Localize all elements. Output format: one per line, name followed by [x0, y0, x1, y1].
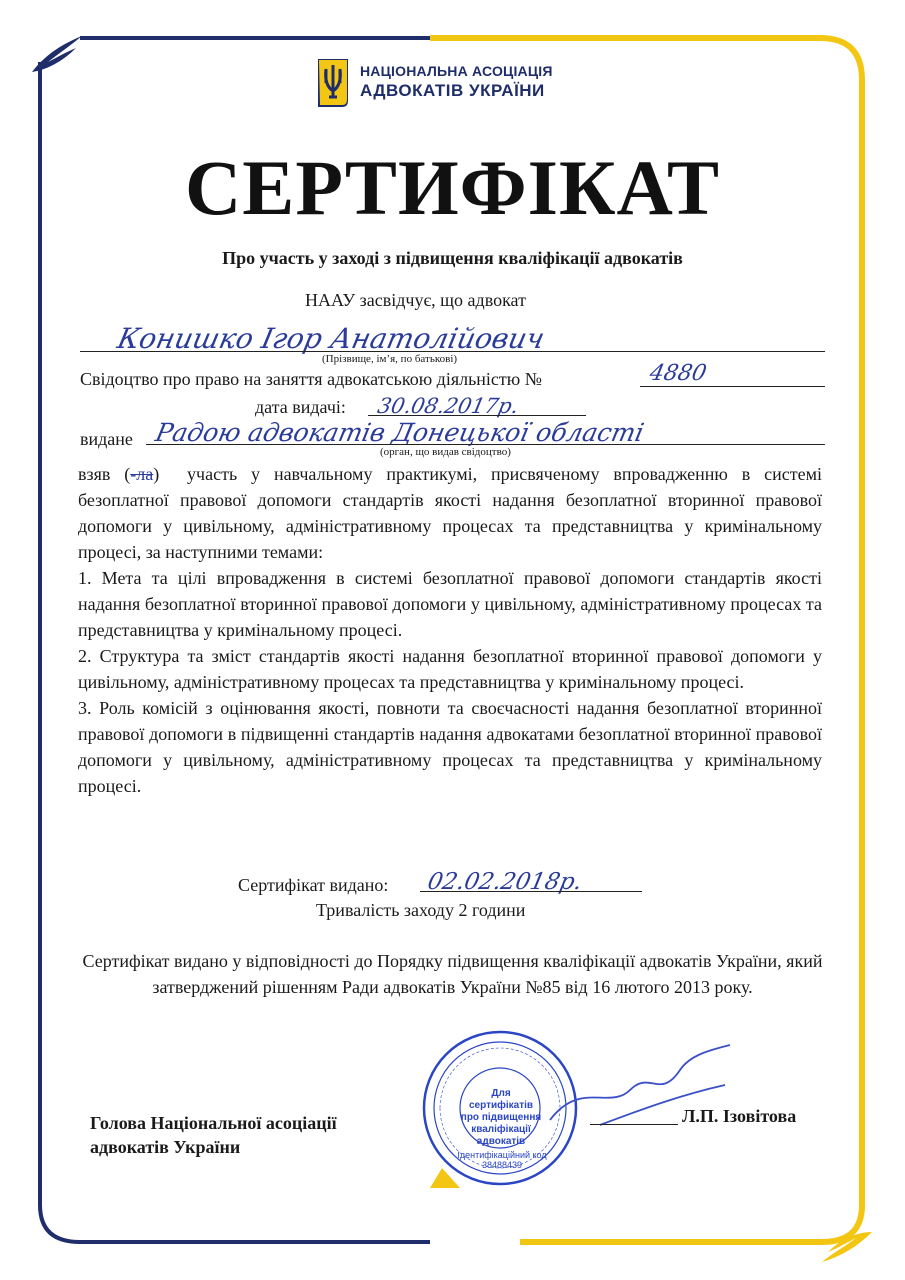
trident-logo-icon: [316, 57, 350, 109]
certifies-text: НААУ засвідчує, що адвокат: [305, 290, 526, 310]
cert-issued-label: Сертифікат видано:: [238, 875, 389, 895]
took-prefix: взяв (: [78, 464, 131, 484]
org-line-2: АДВОКАТІВ УКРАЇНИ: [360, 81, 545, 100]
license-number: 4880: [647, 361, 709, 386]
intro-paragraph: [78, 461, 822, 565]
signatory-name: Л.П. Ізовітова: [682, 1106, 797, 1126]
stamp-line-1: Для: [491, 1088, 511, 1099]
org-line-1: НАЦІОНАЛЬНА АСОЦІАЦІЯ: [360, 63, 553, 79]
issued-by-caption: (орган, що видав свідоцтво): [380, 446, 511, 458]
regulation-note: Сертифікат видано у відповідності до Порядку підвищення кваліфікації адвокатів України, який затверджений рішенням Ради адвокатів України №85 від 16 лютого 2013 року.: [82, 951, 823, 997]
signature-line: [590, 1124, 678, 1125]
certificate-title: СЕРТИФІКАТ: [184, 144, 721, 231]
name-caption: (Прізвище, ім’я, по батькові): [322, 353, 458, 365]
intro-text: участь у навчальному практикумі, присвяченому впровадженню в системі безоплатної правової допомоги стандартів якості надання безоплатної вторинної правової допомоги у цивільному, адміністративному процесах та представництва у кримінальному процесі, за наступними темами:: [78, 464, 822, 562]
certificate-body: [78, 461, 822, 799]
took-suffix: ): [153, 464, 160, 484]
lawyer-name: Конишко Ігор Анатолійович: [114, 322, 548, 355]
license-label: Свідоцтво про право на заняття адвокатською діяльністю №: [80, 369, 542, 389]
took-struck: -ла: [130, 464, 154, 484]
cert-issued-value: 02.02.2018р.: [425, 869, 585, 895]
duration-text: Тривалість заходу 2 години: [316, 900, 526, 920]
issued-by-value: Радою адвокатів Донецької області: [152, 418, 647, 447]
issue-date-value: 30.08.2017р.: [375, 394, 521, 418]
issue-date-label: дата видачі:: [255, 397, 346, 417]
issued-by-underline: [146, 444, 825, 445]
signatory-title-line-1: Голова Національної асоціації: [90, 1113, 337, 1133]
quill-icon: [32, 36, 82, 72]
stamp-code: Ідентифікаційний код 38488439: [457, 1150, 547, 1170]
stamp-center-text: [458, 1088, 544, 1148]
stamp-line-4: кваліфікації: [471, 1124, 531, 1135]
certificate-subtitle: Про участь у заході з підвищення кваліфікації адвокатів: [222, 248, 683, 268]
organization-name: [360, 62, 553, 100]
cert-issued-underline: [420, 891, 642, 892]
license-underline: [640, 386, 825, 387]
topic-3: 3. Роль комісій з оцінювання якості, повноти та своєчасності надання безоплатної вторинної правової допомоги в підвищенні стандартів надання адвокатами безоплатної вторинної правової допомоги у цивільному, адміністративному процесах та представництва у кримінальному процесі.: [78, 698, 822, 796]
signatory-title-line-2: адвокатів України: [90, 1137, 241, 1157]
stamp-line-3: про підвищення: [460, 1112, 542, 1123]
stamp-line-5: адвокатів: [476, 1136, 526, 1147]
issue-date-underline: [368, 415, 586, 416]
name-underline: [80, 351, 825, 352]
topic-2: 2. Структура та зміст стандартів якості надання безоплатної вторинної правової допомоги у цивільному, адміністративному процесах та представництва у кримінальному процесі.: [78, 646, 822, 692]
signatory-title: [90, 1111, 337, 1159]
stamp-line-2: сертифікатів: [468, 1100, 534, 1111]
issued-by-label: видане: [80, 429, 133, 449]
topic-1: 1. Мета та цілі впровадження в системі безоплатної правової допомоги стандартів якості надання безоплатної вторинної правової допомоги у цивільному, адміністративному процесах та представництва у кримінальному процесі.: [78, 568, 822, 640]
